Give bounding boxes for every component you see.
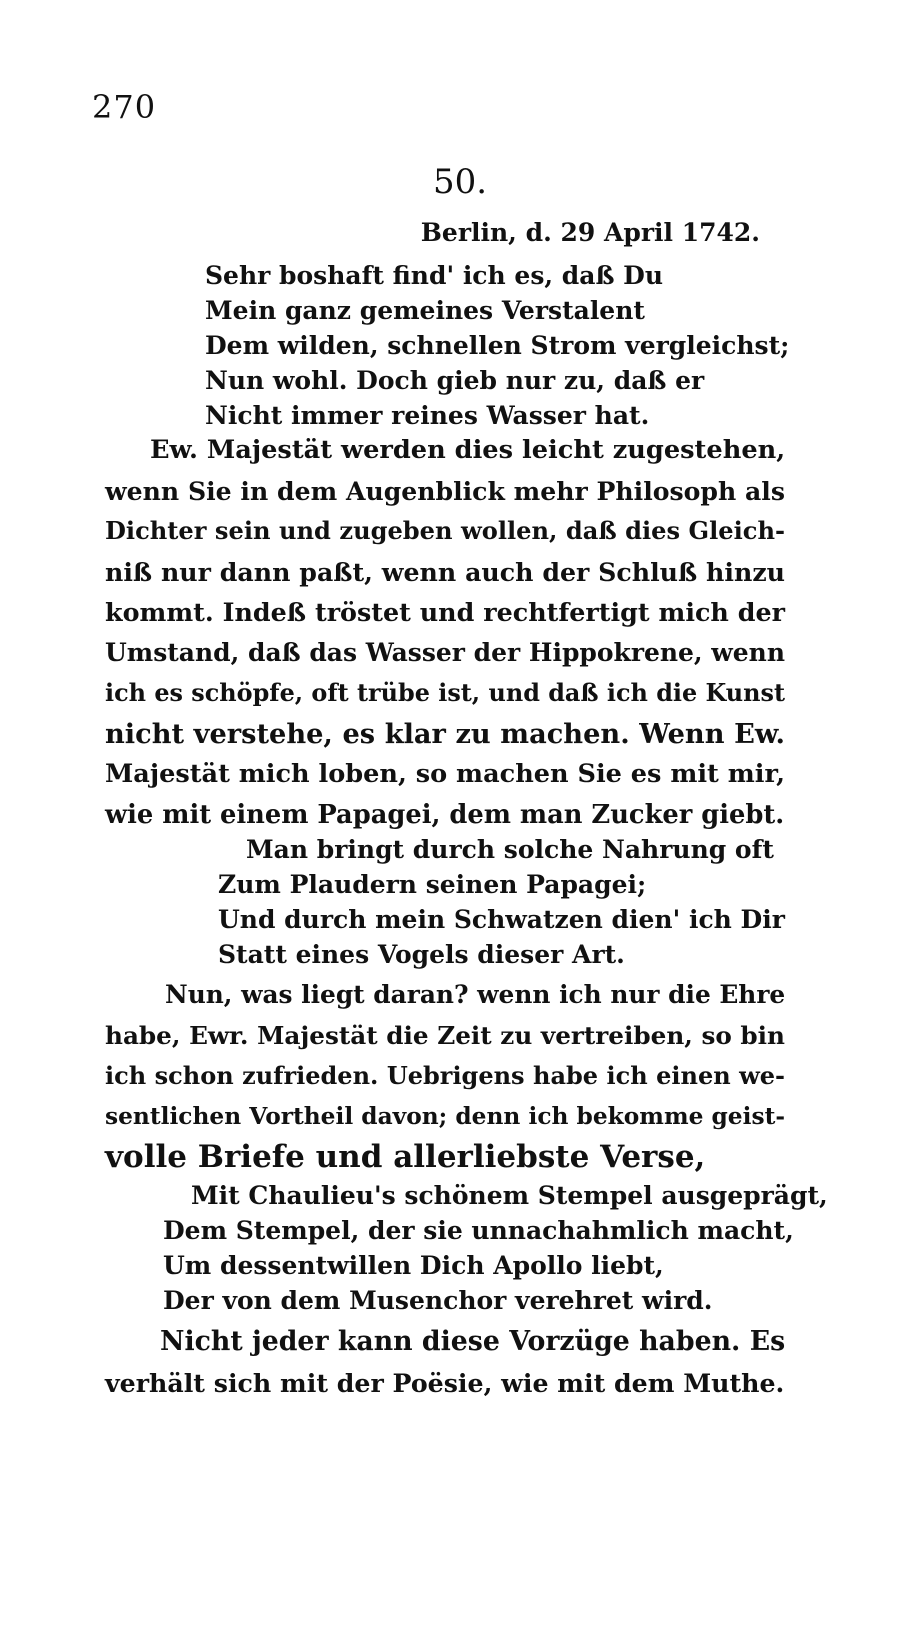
- verse-line: Und durch mein Schwatzen dien' ich Dir: [218, 905, 785, 934]
- prose-line: ich schon zufrieden. Uebrigens habe ich einen we-: [105, 1061, 785, 1090]
- prose-line: Dichter sein und zugeben wollen, daß dies Gleich-: [105, 516, 785, 545]
- verse-line: Mit Chaulieu's schönem Stempel ausgeprägt,: [191, 1181, 828, 1210]
- verse-line: Nun wohl. Doch gieb nur zu, daß er: [205, 366, 705, 395]
- dateline: Berlin, d. 29 April 1742.: [420, 218, 760, 247]
- verse-line: Mein ganz gemeines Verstalent: [205, 296, 645, 325]
- prose-line: sentlichen Vortheil davon; denn ich bekomme geist-: [105, 1102, 785, 1130]
- letter-number: 50.: [432, 162, 488, 202]
- verse-line: Statt eines Vogels dieser Art.: [218, 940, 625, 969]
- verse-line: Dem Stempel, der sie unnachahmlich macht,: [163, 1216, 794, 1245]
- prose-paragraph-3: [105, 1322, 785, 1403]
- verse-line: Sehr boshaft find' ich es, daß Du: [205, 261, 664, 290]
- verse-line: Der von dem Musenchor verehret wird.: [163, 1286, 713, 1315]
- prose-paragraph-2: [105, 975, 785, 1178]
- prose-line: wenn Sie in dem Augenblick mehr Philosoph als: [105, 475, 785, 506]
- prose-line: kommt. Indeß tröstet und rechtfertigt mich der: [105, 597, 785, 627]
- prose-line: Ew. Majestät werden dies leicht zugestehen,: [150, 435, 786, 465]
- prose-line: ich es schöpfe, oft trübe ist, und daß ich die Kunst: [105, 679, 785, 707]
- verse-line: Man bringt durch solche Nahrung oft: [246, 835, 774, 864]
- prose-line: niß nur dann paßt, wenn auch der Schluß hinzu: [105, 556, 785, 587]
- page-number: 270: [92, 88, 157, 126]
- verse-stanza-3: [163, 1178, 828, 1318]
- prose-line: volle Briefe und allerliebste Verse,: [105, 1139, 706, 1175]
- prose-line: Nicht jeder kann diese Vorzüge haben. Es: [160, 1326, 786, 1357]
- verse-stanza-1: [205, 258, 789, 433]
- prose-line: nicht verstehe, es klar zu machen. Wenn Ew.: [105, 717, 785, 750]
- prose-paragraph-1: [105, 430, 785, 835]
- verse-stanza-2: [218, 832, 785, 972]
- verse-line: Dem wilden, schnellen Strom vergleichst;: [205, 331, 790, 360]
- verse-line: Zum Plaudern seinen Papagei;: [218, 870, 647, 899]
- prose-line: verhält sich mit der Poësie, wie mit dem Muthe.: [105, 1367, 785, 1398]
- verse-line: Nicht immer reines Wasser hat.: [205, 401, 650, 430]
- prose-line: wie mit einem Papagei, dem man Zucker giebt.: [105, 799, 785, 830]
- prose-line: Umstand, daß das Wasser der Hippokrene, wenn: [105, 637, 785, 667]
- prose-line: habe, Ewr. Majestät die Zeit zu vertreiben, so bin: [105, 1020, 785, 1050]
- prose-line: Majestät mich loben, so machen Sie es mit mir,: [105, 759, 785, 789]
- verse-line: Um dessentwillen Dich Apollo liebt,: [163, 1251, 664, 1280]
- prose-line: Nun, was liegt daran? wenn ich nur die Ehre: [165, 980, 786, 1009]
